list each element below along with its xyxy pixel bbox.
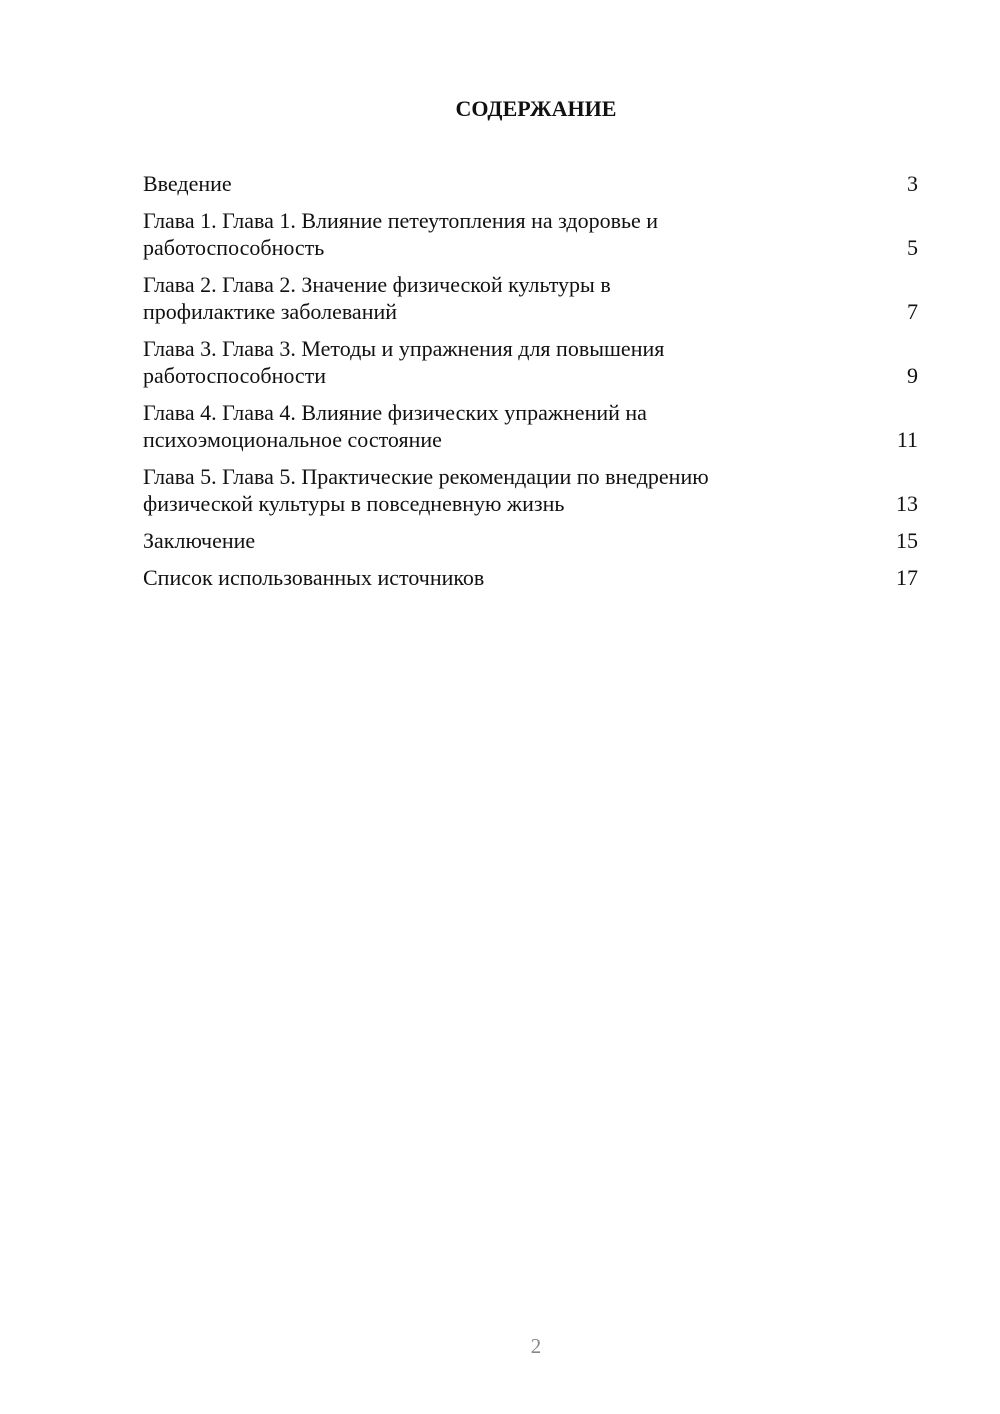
toc-entry-line: Глава 4. Глава 4. Влияние физических упражнений на (143, 400, 647, 425)
toc-entry (143, 207, 918, 261)
toc-entry (143, 170, 918, 197)
toc-entry-page: 13 (896, 491, 918, 516)
toc-entry-line: психоэмоциональное состояние (143, 427, 442, 452)
page-number: 2 (530, 1334, 542, 1358)
toc-entry-page: 3 (907, 171, 918, 196)
toc-entry-page: 7 (907, 299, 918, 324)
table-of-contents (143, 170, 918, 601)
toc-entry-line: работоспособности (143, 363, 327, 388)
toc-entry-title (143, 170, 232, 197)
toc-entry-title (143, 463, 709, 517)
toc-entry-line: работоспособность (143, 235, 325, 260)
toc-entry-line: Глава 3. Глава 3. Методы и упражнения для повышения (143, 336, 665, 361)
toc-entry-line: профилактике заболеваний (143, 299, 398, 324)
toc-entry (143, 463, 918, 517)
toc-entry (143, 271, 918, 325)
toc-entry-line: физической культуры в повседневную жизнь (143, 491, 565, 516)
toc-entry-page: 15 (896, 528, 918, 553)
toc-entry-title (143, 399, 647, 453)
toc-entry-line: Введение (143, 171, 232, 196)
page-title: СОДЕРЖАНИЕ (455, 96, 617, 121)
toc-entry-line: Глава 2. Глава 2. Значение физической культуры в (143, 272, 611, 297)
toc-entry-title (143, 207, 658, 261)
toc-entry (143, 564, 918, 591)
toc-entry (143, 399, 918, 453)
toc-entry-page: 9 (907, 363, 918, 388)
toc-entry-line: Глава 5. Глава 5. Практические рекомендации по внедрению (143, 464, 709, 489)
toc-entry-title (143, 335, 664, 389)
toc-entry-page: 11 (896, 427, 918, 452)
toc-entry-title (143, 564, 484, 591)
toc-entry-page: 5 (907, 235, 918, 260)
toc-entry-title (143, 527, 255, 554)
toc-entry (143, 527, 918, 554)
toc-entry (143, 335, 918, 389)
toc-entry-title (143, 271, 611, 325)
toc-entry-line: Глава 1. Глава 1. Влияние петеутопления на здоровье и (143, 208, 659, 233)
toc-entry-line: Заключение (143, 528, 256, 553)
toc-entry-line: Список использованных источников (143, 565, 485, 590)
toc-entry-page: 17 (896, 565, 918, 590)
